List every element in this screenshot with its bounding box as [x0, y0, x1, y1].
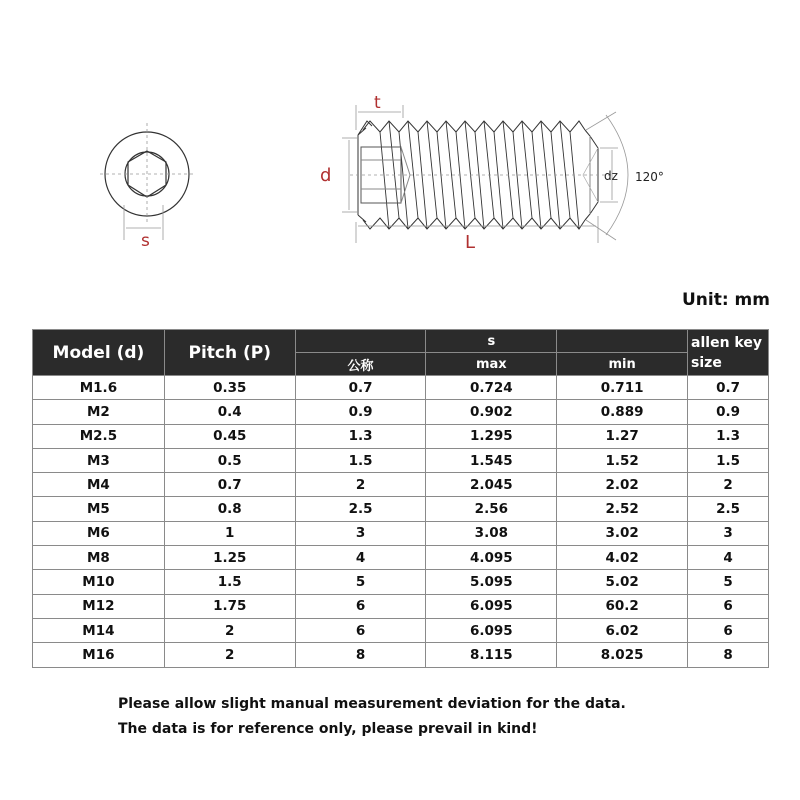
cell-max: 5.095 — [426, 570, 557, 594]
table-row — [33, 448, 769, 472]
cell-max: 6.095 — [426, 618, 557, 642]
cell-max: 2.045 — [426, 473, 557, 497]
cell-pitch: 0.8 — [164, 497, 295, 521]
cell-pitch: 1.5 — [164, 570, 295, 594]
side-view-icon — [350, 121, 612, 229]
cell-nominal: 6 — [295, 594, 426, 618]
table-row — [33, 473, 769, 497]
cell-min: 3.02 — [557, 521, 688, 545]
cell-pitch: 0.35 — [164, 376, 295, 400]
unit-label: Unit: mm — [681, 290, 770, 310]
cell-max: 2.56 — [426, 497, 557, 521]
cell-nominal: 2.5 — [295, 497, 426, 521]
cell-pitch: 1.25 — [164, 546, 295, 570]
cell-model: M14 — [33, 618, 165, 642]
cell-max: 0.724 — [426, 376, 557, 400]
cell-min: 6.02 — [557, 618, 688, 642]
cell-min: 0.711 — [557, 376, 688, 400]
table-row — [33, 424, 769, 448]
cell-min: 60.2 — [557, 594, 688, 618]
cell-model: M6 — [33, 521, 165, 545]
cell-max: 1.545 — [426, 448, 557, 472]
cell-allen: 6 — [688, 618, 769, 642]
cell-min: 1.52 — [557, 448, 688, 472]
table-row — [33, 546, 769, 570]
cell-nominal: 0.9 — [295, 400, 426, 424]
header-blank-2 — [557, 330, 688, 353]
header-allen-key-size: allen key size — [688, 330, 769, 376]
cell-pitch: 2 — [164, 618, 295, 642]
table-row — [33, 570, 769, 594]
cell-model: M16 — [33, 643, 165, 667]
cell-nominal: 5 — [295, 570, 426, 594]
cell-model: M2.5 — [33, 424, 165, 448]
cell-model: M1.6 — [33, 376, 165, 400]
cell-pitch: 0.5 — [164, 448, 295, 472]
dim-label-t: t — [374, 93, 381, 113]
header-blank — [295, 330, 426, 353]
disclaimer-note — [118, 692, 626, 742]
cell-min: 1.27 — [557, 424, 688, 448]
cell-max: 3.08 — [426, 521, 557, 545]
cell-pitch: 1.75 — [164, 594, 295, 618]
cell-model: M12 — [33, 594, 165, 618]
cell-min: 0.889 — [557, 400, 688, 424]
cell-allen: 6 — [688, 594, 769, 618]
dim-label-L: L — [465, 232, 476, 253]
table-row — [33, 376, 769, 400]
cell-model: M10 — [33, 570, 165, 594]
table-row — [33, 400, 769, 424]
cell-max: 4.095 — [426, 546, 557, 570]
cell-allen: 0.7 — [688, 376, 769, 400]
disclaimer-line-1: Please allow slight manual measurement deviation for the data. — [118, 696, 626, 712]
cell-pitch: 2 — [164, 643, 295, 667]
dim-label-s: s — [141, 231, 150, 251]
table-row — [33, 643, 769, 667]
cell-allen: 2 — [688, 473, 769, 497]
end-view-icon — [100, 123, 194, 240]
cell-allen: 4 — [688, 546, 769, 570]
cell-allen: 0.9 — [688, 400, 769, 424]
set-screw-drawing — [0, 0, 800, 290]
cell-allen: 2.5 — [688, 497, 769, 521]
header-max: max — [426, 353, 557, 376]
disclaimer-line-2: The data is for reference only, please prevail in kind! — [118, 721, 538, 737]
dim-label-dz: dz — [604, 169, 618, 183]
table-row — [33, 521, 769, 545]
cell-nominal: 1.5 — [295, 448, 426, 472]
cell-min: 2.52 — [557, 497, 688, 521]
cell-pitch: 0.4 — [164, 400, 295, 424]
cell-min: 4.02 — [557, 546, 688, 570]
cell-min: 2.02 — [557, 473, 688, 497]
cell-model: M8 — [33, 546, 165, 570]
header-model: Model (d) — [33, 330, 165, 376]
header-pitch: Pitch (P) — [164, 330, 295, 376]
cell-allen: 8 — [688, 643, 769, 667]
cell-nominal: 0.7 — [295, 376, 426, 400]
cell-max: 8.115 — [426, 643, 557, 667]
cell-max: 0.902 — [426, 400, 557, 424]
table-row — [33, 497, 769, 521]
cell-nominal: 1.3 — [295, 424, 426, 448]
cell-max: 1.295 — [426, 424, 557, 448]
cell-nominal: 6 — [295, 618, 426, 642]
cell-max: 6.095 — [426, 594, 557, 618]
dim-label-angle: 120° — [635, 170, 664, 184]
header-min: min — [557, 353, 688, 376]
cell-allen: 1.5 — [688, 448, 769, 472]
cell-model: M5 — [33, 497, 165, 521]
cell-nominal: 8 — [295, 643, 426, 667]
cell-pitch: 0.45 — [164, 424, 295, 448]
cell-allen: 5 — [688, 570, 769, 594]
cell-nominal: 3 — [295, 521, 426, 545]
cell-allen: 3 — [688, 521, 769, 545]
table-row — [33, 618, 769, 642]
cell-model: M4 — [33, 473, 165, 497]
header-s: s — [426, 330, 557, 353]
dim-label-d: d — [320, 165, 332, 186]
spec-table — [32, 329, 769, 668]
cell-min: 5.02 — [557, 570, 688, 594]
cell-model: M3 — [33, 448, 165, 472]
cell-allen: 1.3 — [688, 424, 769, 448]
cell-min: 8.025 — [557, 643, 688, 667]
header-nominal: 公称 — [295, 353, 426, 376]
table-row — [33, 594, 769, 618]
cell-pitch: 1 — [164, 521, 295, 545]
cell-pitch: 0.7 — [164, 473, 295, 497]
cell-nominal: 2 — [295, 473, 426, 497]
cell-nominal: 4 — [295, 546, 426, 570]
cell-model: M2 — [33, 400, 165, 424]
